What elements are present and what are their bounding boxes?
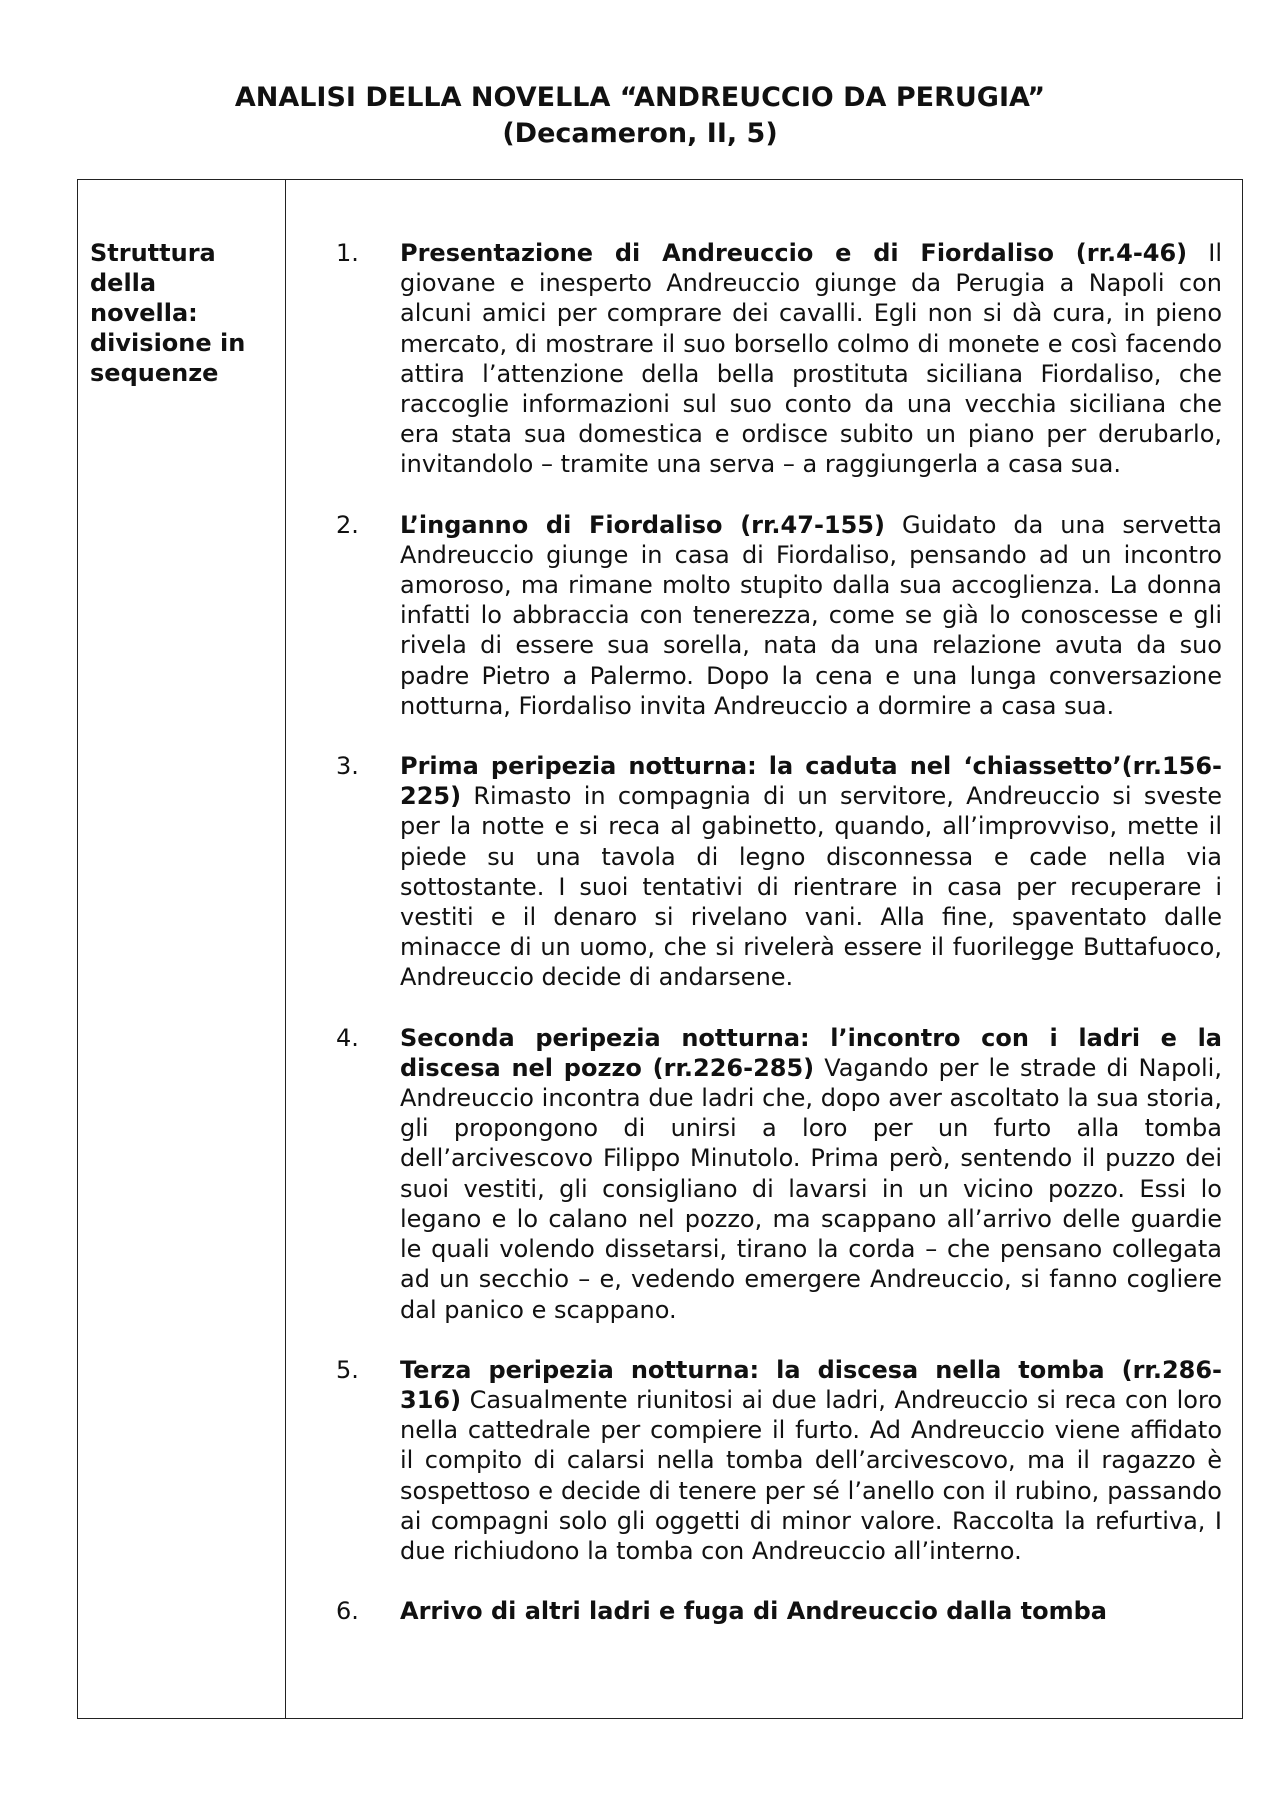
sequence-text: Rimasto in compagnia di un servitore, Andreuccio si sveste per la notte e si reca al gabinetto, quando, all’improvviso, mette il piede su una tavola di legno disconnessa e cade nella via sottostante. I suoi tentativi di rientrare in casa per recuperare i vestiti e il denaro si rivelano vani. Alla fine, spaventato dalle minacce di un uomo, che si rivelerà essere il fuorilegge Buttafuoco, Andreuccio decide di andarsene. [400,782,1222,992]
sequence-heading: Arrivo di altri ladri e fuga di Andreuccio dalla tomba [400,1597,1107,1626]
sequence-item-2 [306,510,1222,721]
sequence-item-6 [306,1596,1222,1626]
sequence-text: Casualmente riunitosi ai due ladri, Andreuccio si reca con loro nella cattedrale per compiere il furto. Ad Andreuccio viene affidato il compito di calarsi nella tomba dell’arcivescovo, ma il ragazzo è sospettoso e decide di tenere per sé l’anello con il rubino, passando ai compagni solo gli oggetti di minor valore. Raccolta la refurtiva, I due richiudono la tomba con Andreuccio all’interno. [400,1385,1223,1565]
sequence-number: 4. [336,1023,359,1052]
sequence-text: Guidato da una servetta Andreuccio giunge in casa di Fiordaliso, pensando ad un incontro amoroso, ma rimane molto stupito dalla sua accoglienza. La donna infatti lo abbraccia con tenerezza, come se già lo conoscesse e gli rivela di essere sua sorella, nata da una relazione avuta da suo padre Pietro a Palermo. Dopo la cena e una lunga conversazione notturna, Fiordaliso invita Andreuccio a dormire a casa sua. [400,510,1222,720]
title-line-2: (Decameron, II, 5) [502,118,778,149]
document-title [0,80,1280,152]
sequence-number: 1. [336,239,359,267]
sequence-heading: Presentazione di Andreuccio e di Fiordaliso (rr.4-46) [400,239,1188,267]
title-line-1: ANALISI DELLA NOVELLA “ANDREUCCIO DA PERUGIA” [234,82,1046,113]
column-divider [285,180,286,1718]
sequence-text: Il giovane e inesperto Andreuccio giunge da Perugia a Napoli con alcuni amici per comprare dei cavalli. Egli non si dà cura, in pieno mercato, di mostrare il suo borsello colmo di monete e così facendo attira l’attenzione della bella prostituta siciliana Fiordaliso, che raccoglie informazioni sul suo conto da una vecchia siciliana che era stata sua domestica e ordisce subito un piano per derubarlo, invitandolo – tramite una serva – a raggiungerla a casa sua. [400,239,1222,479]
analysis-table [77,179,1243,1719]
row-label: Struttura della novella: divisione in sequenze [90,239,246,387]
sequence-number: 6. [336,1597,359,1626]
sequence-item-1 [306,238,1222,480]
sequence-list [306,238,1222,1656]
sequence-heading: Prima peripezia notturna: la caduta nel ‘chiassetto’(rr.156-225) [400,752,1222,811]
sequence-number: 2. [336,510,359,539]
sequence-heading: Terza peripezia notturna: la discesa nella tomba (rr.286-316) [400,1355,1222,1414]
sequence-item-4 [306,1023,1222,1325]
sequence-heading: Seconda peripezia notturna: l’incontro con i ladri e la discesa nel pozzo (rr.226-285) [400,1023,1222,1082]
sequence-number: 5. [336,1355,359,1384]
sequence-text: Vagando per le strade di Napoli, Andreuccio incontra due ladri che, dopo aver ascoltato la sua storia, gli propongono di unirsi a loro per un furto alla tomba dell’arcivescovo Filippo Minutolo. Prima però, sentendo il puzzo dei suoi vestiti, gli consigliano di lavarsi in un vicino pozzo. Essi lo legano e lo calano nel pozzo, ma scappano all’arrivo delle guardie le quali volendo dissetarsi, tirano la corda – che pensano collegata ad un secchio – e, vedendo emergere Andreuccio, si fanno cogliere dal panico e scappano. [400,1053,1222,1324]
sequence-item-5 [306,1355,1222,1566]
sequence-heading: L’inganno di Fiordaliso (rr.47-155) [400,510,885,539]
sequence-item-3 [306,751,1222,993]
sequence-number: 3. [336,752,359,781]
